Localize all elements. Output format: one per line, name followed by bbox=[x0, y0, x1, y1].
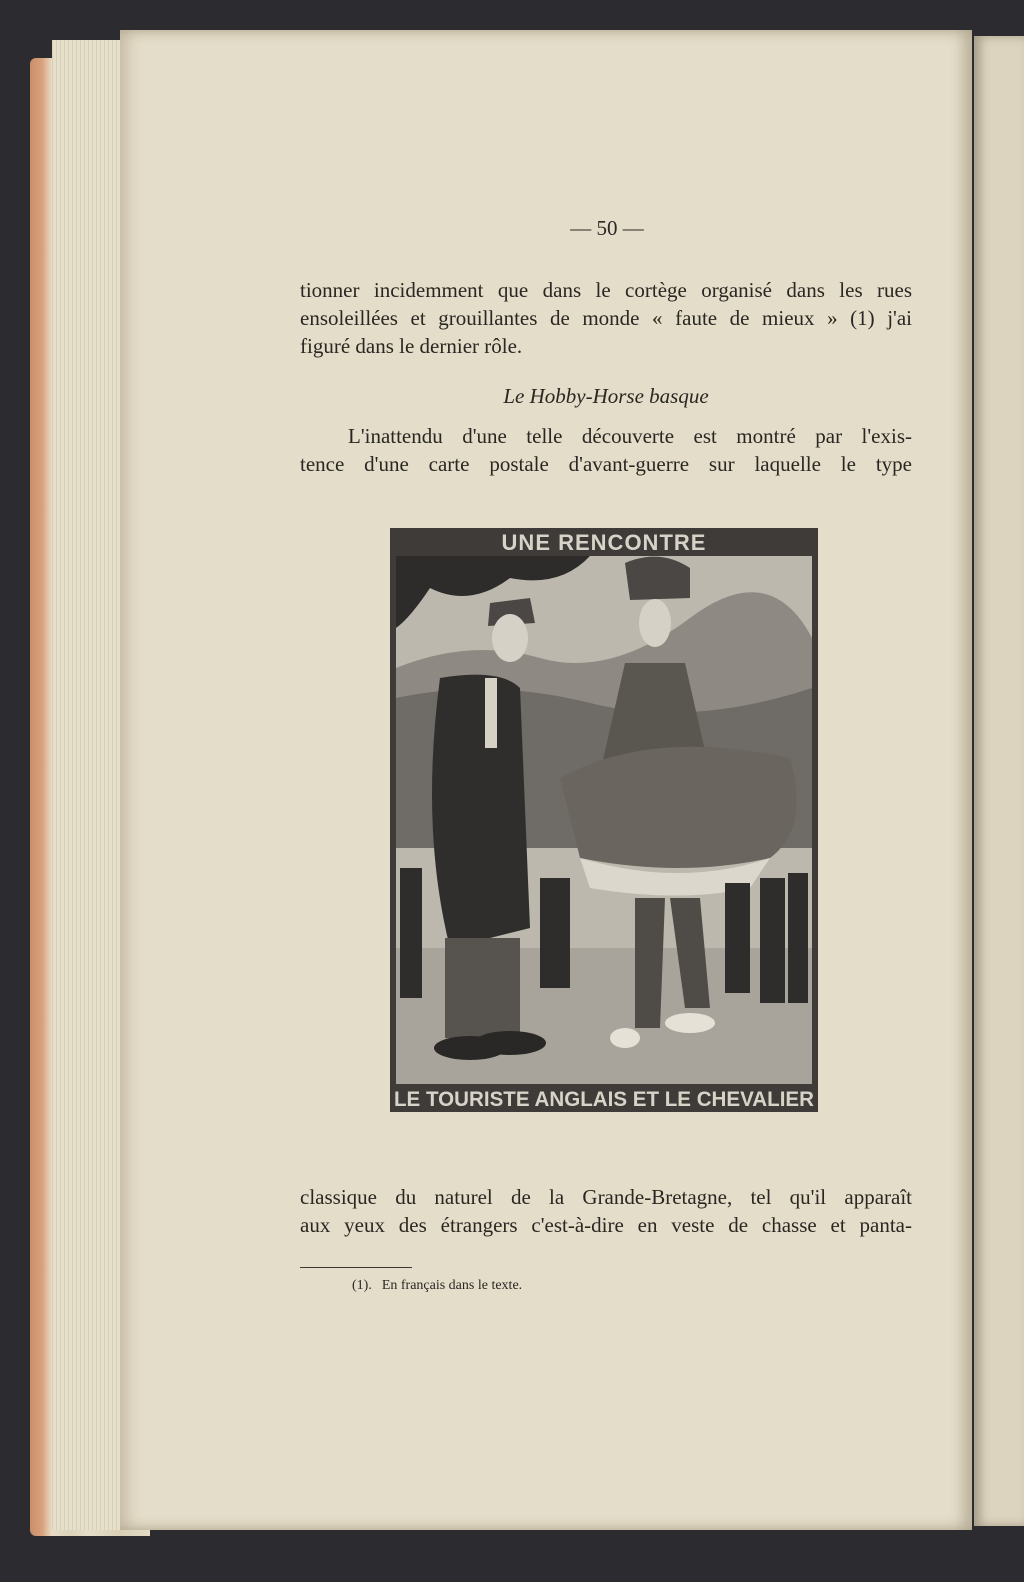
text-line: L'inattendu d'une telle découverte est montré par l'exis- bbox=[348, 424, 912, 448]
page-number bbox=[0, 216, 1024, 241]
page-number-text: — 50 — bbox=[570, 216, 644, 240]
section-heading: Le Hobby-Horse basque bbox=[503, 384, 709, 408]
text-line: ensoleillées et grouillantes de monde « faute de mieux » (1) j'ai bbox=[300, 306, 912, 330]
next-page-edge bbox=[974, 36, 1024, 1526]
footnote-text: En français dans le texte. bbox=[381, 1278, 523, 1293]
footnote-marker: (1). bbox=[352, 1278, 372, 1293]
illustration-top-caption: UNE RENCONTRE bbox=[501, 530, 707, 555]
text-line: aux yeux des étrangers c'est-à-dire en veste de chasse et panta- bbox=[300, 1213, 912, 1237]
paragraph-1 bbox=[300, 276, 912, 360]
text-line: figuré dans le dernier rôle. bbox=[300, 334, 523, 358]
footnote-rule bbox=[300, 1267, 412, 1268]
paragraph-3 bbox=[300, 1183, 912, 1239]
footnote bbox=[352, 1278, 532, 1294]
text-line: classique du naturel de la Grande-Bretagne, tel qu'il apparaît bbox=[300, 1185, 912, 1209]
postcard-illustration bbox=[390, 528, 818, 1112]
illustration-bottom-caption: LE TOURISTE ANGLAIS ET LE CHEVALIER bbox=[394, 1088, 814, 1111]
text-line: tence d'une carte postale d'avant-guerre sur laquelle le type bbox=[300, 452, 912, 476]
paragraph-2 bbox=[300, 422, 912, 478]
text-line: tionner incidemment que dans le cortège organisé dans les rues bbox=[300, 278, 912, 302]
page-stack-lines bbox=[52, 40, 128, 1530]
